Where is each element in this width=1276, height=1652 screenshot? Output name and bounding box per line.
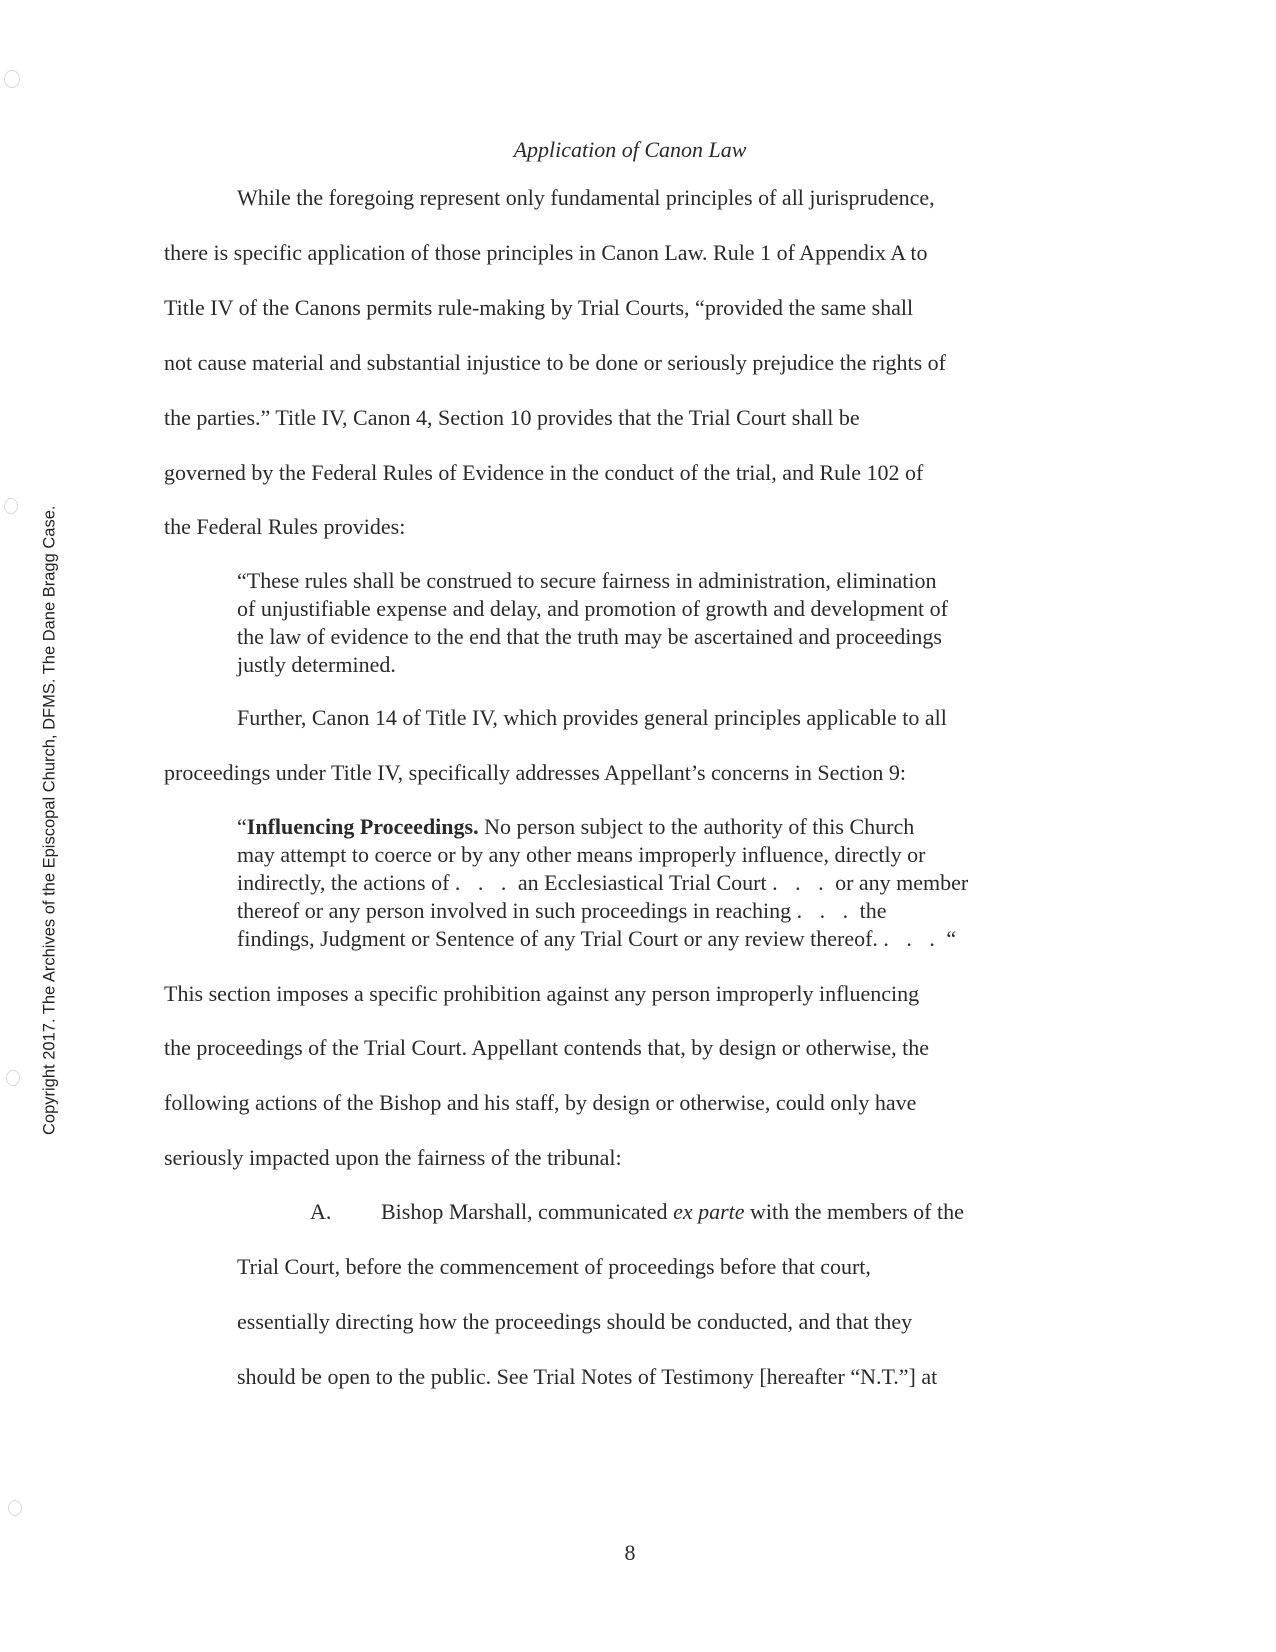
item-marker: A. [310,1199,332,1224]
block-quote-canon-14 [237,813,968,953]
close-quote: “ [946,926,957,951]
text-line: not cause material and substantial injustice to be done or seriously prejudice the rights of [164,350,947,375]
quote-text: findings, Judgment or Sentence of any Trial Court or any review thereof. [237,926,878,951]
quote-line [237,869,968,897]
text-line [381,1201,964,1223]
text-line: the Federal Rules provides: [164,514,406,539]
text-line: While the foregoing represent only fundamental principles of all jurisprudence, [237,185,935,210]
quote-line [237,813,968,841]
page-number: 8 [624,1540,636,1565]
section-heading: Application of Canon Law [513,137,747,162]
text-line: essentially directing how the proceedings should be conducted, and that they [237,1309,913,1334]
item-text: with the members of the [750,1199,964,1224]
ellipsis: . . . [454,870,513,895]
text-line: the proceedings of the Trial Court. Appellant contends that, by design or otherwise, the [164,1035,929,1060]
quote-line [237,897,968,925]
scan-speck [6,1070,20,1086]
text-line: seriously impacted upon the fairness of the tribunal: [164,1145,622,1170]
text-line: should be open to the public. See Trial Notes of Testimony [hereafter “N.T.”] at [237,1364,938,1389]
text-line: proceedings under Title IV, specifically addresses Appellant’s concerns in Section 9: [164,760,906,785]
scan-speck [4,498,18,514]
quote-line: “These rules shall be construed to secure fairness in administration, elimination [237,568,937,593]
block-quote-rule-102 [237,567,948,679]
italic-term: ex parte [673,1199,745,1224]
text-line: governed by the Federal Rules of Evidence in the conduct of the trial, and Rule 102 of [164,460,924,485]
quote-line: may attempt to coerce or by any other means improperly influence, directly or [237,842,926,867]
scan-speck [8,1500,22,1516]
bold-lead: Influencing Proceedings. [246,814,479,839]
quote-line: justly determined. [237,652,396,677]
scan-speck [4,70,20,88]
text-line: following actions of the Bishop and his staff, by design or otherwise, could only have [164,1090,917,1115]
quote-text: indirectly, the actions of [237,870,450,895]
quote-line: the law of evidence to the end that the truth may be ascertained and proceedings [237,624,942,649]
ellipsis: . . . [796,898,855,923]
text-line: there is specific application of those principles in Canon Law. Rule 1 of Appendix A to [164,240,928,265]
copyright-watermark: Copyright 2017. The Archives of the Episcopal Church, DFMS. The Dane Bragg Case. [40,505,59,1135]
text-line: Title IV of the Canons permits rule-making by Trial Courts, “provided the same shall [164,295,914,320]
quote-text: or any member [835,870,969,895]
text-line: Trial Court, before the commencement of proceedings before that court, [237,1254,871,1279]
ellipsis: . . . [883,926,941,951]
text-line: Further, Canon 14 of Title IV, which provides general principles applicable to all [237,705,947,730]
item-text: Bishop Marshall, communicated [381,1199,668,1224]
quote-line: of unjustifiable expense and delay, and promotion of growth and development of [237,596,948,621]
open-quote: “ [237,814,247,839]
quote-text: the [859,898,887,923]
quote-text: No person subject to the authority of this Church [478,814,915,839]
ellipsis: . . . [772,870,830,895]
quote-text: an Ecclesiastical Trial Court [517,870,767,895]
quote-line [237,925,968,953]
text-line: the parties.” Title IV, Canon 4, Section 10 provides that the Trial Court shall be [164,405,860,430]
text-line: This section imposes a specific prohibition against any person improperly influencing [164,981,920,1006]
quote-text: thereof or any person involved in such proceedings in reaching [237,898,792,923]
